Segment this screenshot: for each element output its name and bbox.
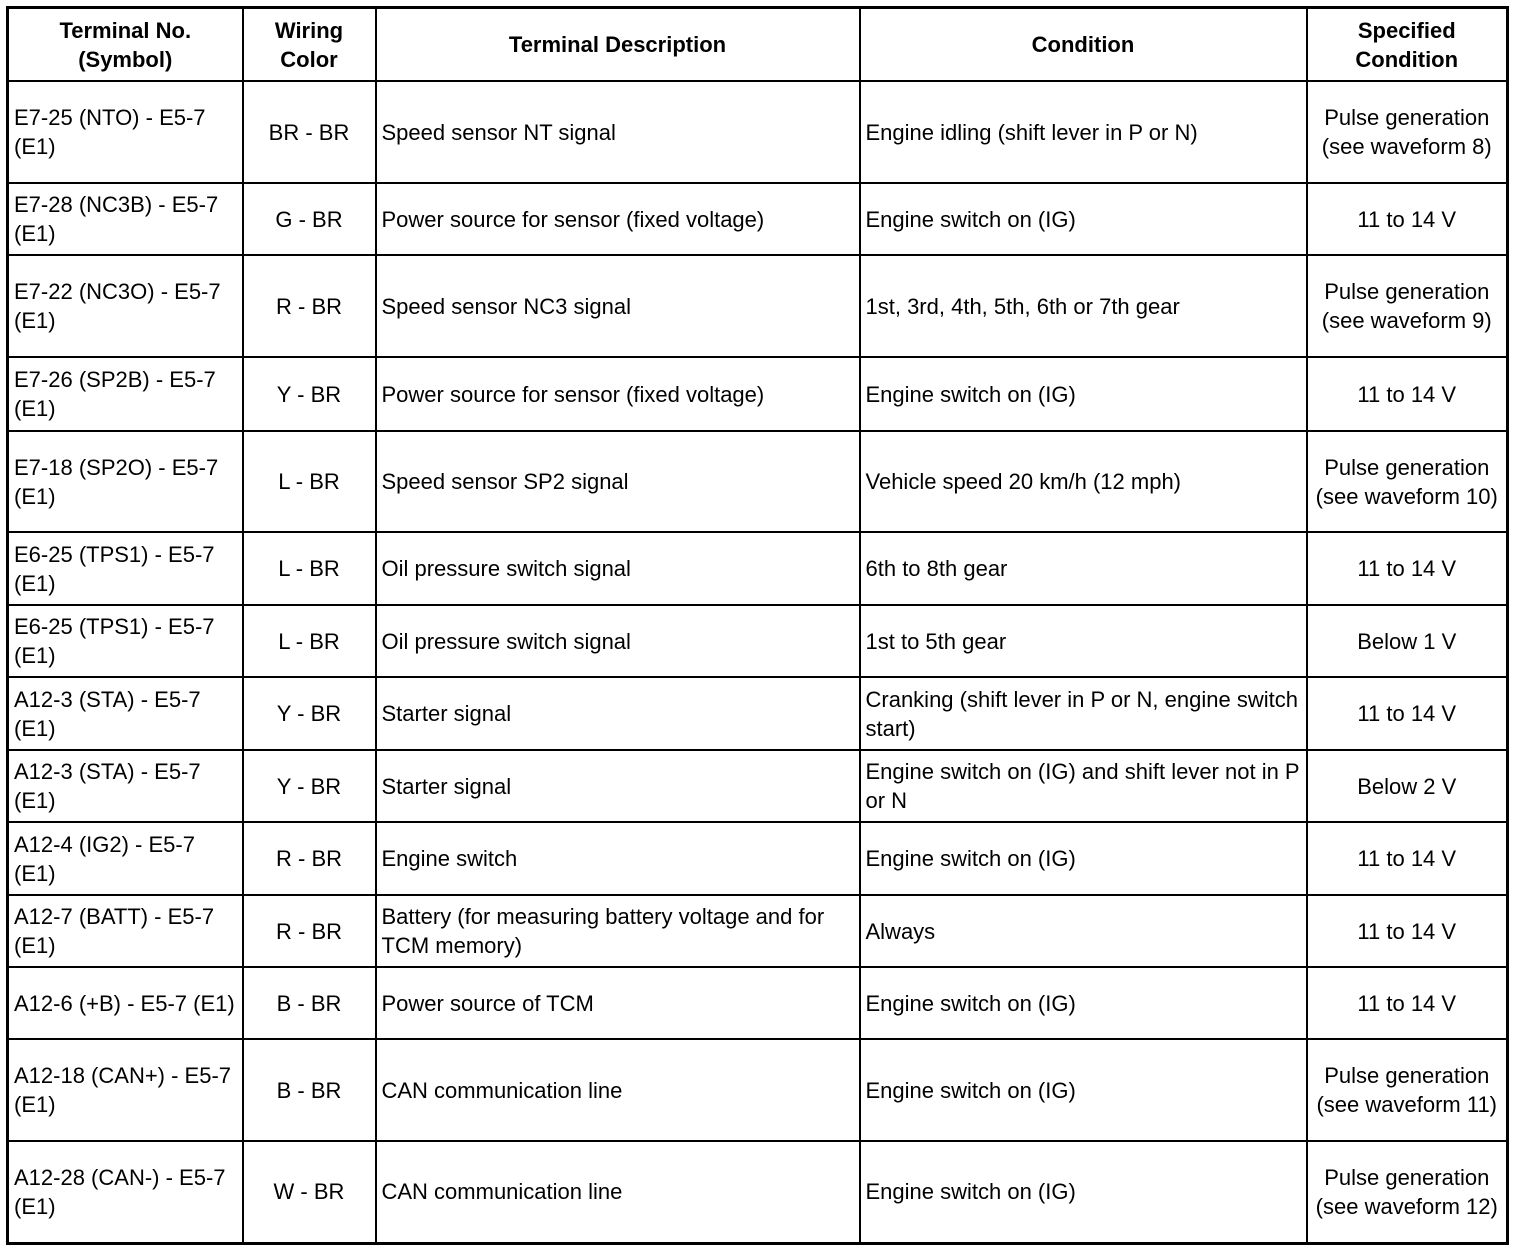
table-row (8, 1039, 1508, 1141)
cell-condition: Cranking (shift lever in P or N, engine switch start) (860, 677, 1307, 750)
table-row (8, 532, 1508, 605)
cell-wiring-color: L - BR (243, 605, 376, 677)
cell-terminal: A12-3 (STA) - E5-7 (E1) (8, 677, 243, 750)
header-wiring-color (243, 8, 376, 82)
cell-description: Power source of TCM (376, 967, 860, 1039)
cell-terminal: A12-28 (CAN-) - E5-7 (E1) (8, 1141, 243, 1243)
header-row (8, 8, 1508, 82)
header-wiring-line-2: Color (280, 46, 338, 72)
table-row (8, 605, 1508, 677)
cell-wiring-color: L - BR (243, 532, 376, 605)
cell-terminal: A12-18 (CAN+) - E5-7 (E1) (8, 1039, 243, 1141)
cell-specified-condition: Pulse generation (see waveform 10) (1307, 431, 1508, 532)
cell-specified-condition: Pulse generation (see waveform 11) (1307, 1039, 1508, 1141)
table-row (8, 750, 1508, 822)
header-terminal-line-2: (Symbol) (78, 46, 173, 72)
table-row (8, 183, 1508, 255)
cell-description: Battery (for measuring battery voltage and for TCM memory) (376, 895, 860, 967)
cell-description: Speed sensor NT signal (376, 81, 860, 183)
cell-terminal: A12-4 (IG2) - E5-7 (E1) (8, 822, 243, 895)
header-terminal-line-1: Terminal No. (59, 17, 192, 43)
header-terminal-description: Terminal Description (376, 8, 860, 82)
cell-terminal: A12-6 (+B) - E5-7 (E1) (8, 967, 243, 1039)
cell-description: Speed sensor SP2 signal (376, 431, 860, 532)
cell-specified-condition: 11 to 14 V (1307, 532, 1508, 605)
cell-specified-condition: 11 to 14 V (1307, 357, 1508, 431)
cell-condition: Engine switch on (IG) and shift lever not in P or N (860, 750, 1307, 822)
cell-wiring-color: R - BR (243, 255, 376, 357)
cell-terminal: E7-18 (SP2O) - E5-7 (E1) (8, 431, 243, 532)
cell-specified-condition: Pulse generation (see waveform 12) (1307, 1141, 1508, 1243)
cell-specified-condition: Below 1 V (1307, 605, 1508, 677)
cell-terminal: A12-3 (STA) - E5-7 (E1) (8, 750, 243, 822)
table-row (8, 81, 1508, 183)
cell-description: Speed sensor NC3 signal (376, 255, 860, 357)
cell-condition: Always (860, 895, 1307, 967)
cell-description: Starter signal (376, 677, 860, 750)
cell-terminal: A12-7 (BATT) - E5-7 (E1) (8, 895, 243, 967)
cell-specified-condition: Pulse generation (see waveform 9) (1307, 255, 1508, 357)
cell-terminal: E6-25 (TPS1) - E5-7 (E1) (8, 605, 243, 677)
header-specified-condition (1307, 8, 1508, 82)
table-row (8, 677, 1508, 750)
cell-condition: 1st to 5th gear (860, 605, 1307, 677)
cell-specified-condition: 11 to 14 V (1307, 183, 1508, 255)
cell-wiring-color: R - BR (243, 822, 376, 895)
cell-description: CAN communication line (376, 1141, 860, 1243)
cell-condition: 1st, 3rd, 4th, 5th, 6th or 7th gear (860, 255, 1307, 357)
cell-specified-condition: Pulse generation (see waveform 8) (1307, 81, 1508, 183)
cell-terminal: E7-22 (NC3O) - E5-7 (E1) (8, 255, 243, 357)
cell-description: Oil pressure switch signal (376, 532, 860, 605)
cell-description: Power source for sensor (fixed voltage) (376, 183, 860, 255)
table-row (8, 255, 1508, 357)
cell-wiring-color: B - BR (243, 967, 376, 1039)
cell-specified-condition: 11 to 14 V (1307, 822, 1508, 895)
cell-condition: Engine switch on (IG) (860, 822, 1307, 895)
table-row (8, 357, 1508, 431)
header-specified-line-1: Specified (1357, 17, 1456, 43)
cell-terminal: E6-25 (TPS1) - E5-7 (E1) (8, 532, 243, 605)
table-row (8, 1141, 1508, 1243)
cell-wiring-color: W - BR (243, 1141, 376, 1243)
cell-description: Power source for sensor (fixed voltage) (376, 357, 860, 431)
cell-wiring-color: BR - BR (243, 81, 376, 183)
cell-description: Starter signal (376, 750, 860, 822)
cell-condition: Engine switch on (IG) (860, 357, 1307, 431)
cell-specified-condition: 11 to 14 V (1307, 895, 1508, 967)
cell-condition: Engine switch on (IG) (860, 1039, 1307, 1141)
cell-specified-condition: 11 to 14 V (1307, 967, 1508, 1039)
cell-condition: 6th to 8th gear (860, 532, 1307, 605)
header-wiring-line-1: Wiring (274, 17, 344, 43)
table-row (8, 895, 1508, 967)
cell-wiring-color: R - BR (243, 895, 376, 967)
cell-wiring-color: Y - BR (243, 677, 376, 750)
cell-wiring-color: G - BR (243, 183, 376, 255)
cell-condition: Engine idling (shift lever in P or N) (860, 81, 1307, 183)
header-condition: Condition (860, 8, 1307, 82)
cell-wiring-color: L - BR (243, 431, 376, 532)
cell-terminal: E7-25 (NTO) - E5-7 (E1) (8, 81, 243, 183)
table-header (8, 8, 1508, 82)
cell-condition: Engine switch on (IG) (860, 967, 1307, 1039)
cell-description: Engine switch (376, 822, 860, 895)
cell-wiring-color: Y - BR (243, 750, 376, 822)
cell-specified-condition: Below 2 V (1307, 750, 1508, 822)
cell-specified-condition: 11 to 14 V (1307, 677, 1508, 750)
table-row (8, 967, 1508, 1039)
table-row (8, 431, 1508, 532)
cell-terminal: E7-26 (SP2B) - E5-7 (E1) (8, 357, 243, 431)
terminal-inspection-table (6, 6, 1509, 1245)
table-row (8, 822, 1508, 895)
cell-wiring-color: Y - BR (243, 357, 376, 431)
cell-description: Oil pressure switch signal (376, 605, 860, 677)
header-specified-line-2: Condition (1355, 46, 1459, 72)
cell-wiring-color: B - BR (243, 1039, 376, 1141)
table-body (8, 81, 1508, 1243)
cell-condition: Engine switch on (IG) (860, 1141, 1307, 1243)
cell-condition: Vehicle speed 20 km/h (12 mph) (860, 431, 1307, 532)
cell-condition: Engine switch on (IG) (860, 183, 1307, 255)
header-terminal-no (8, 8, 243, 82)
cell-description: CAN communication line (376, 1039, 860, 1141)
cell-terminal: E7-28 (NC3B) - E5-7 (E1) (8, 183, 243, 255)
